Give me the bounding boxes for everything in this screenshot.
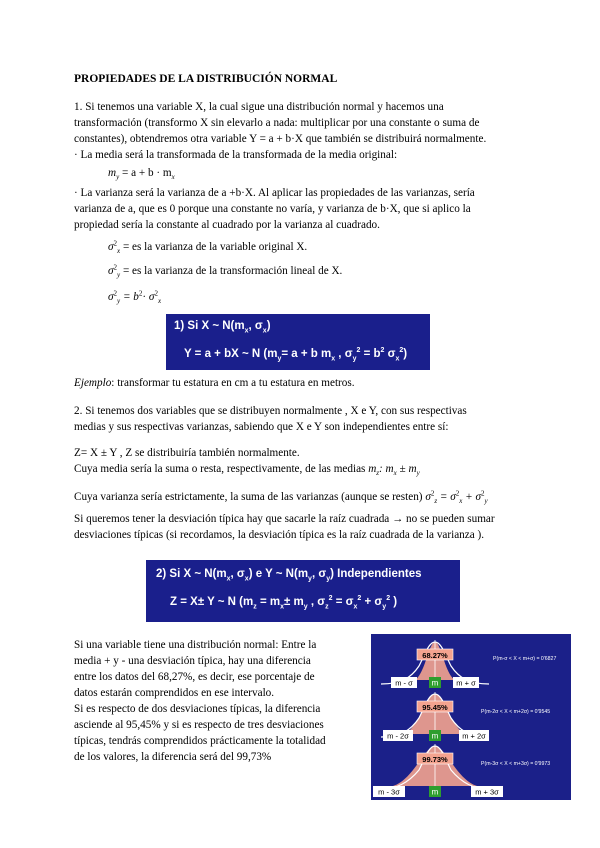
p2-line4: Cuya media sería la suma o resta, respectivamente, de las medias $m_z$: $m_x \pm m_y$: [74, 463, 420, 478]
p1-line4: · La media será la transformada de la transformada de la media original:: [74, 149, 398, 161]
box2-line1: 2) Si X ~ $N(m_x$, $\sigma_x$) e Y ~ $N(m_y$, $\sigma_y$) Independientes: [156, 568, 422, 583]
p3-line3: entre los datos del 68,27%, es decir, ese porcentaje de: [74, 671, 315, 683]
sigma-formula: $\sigma^2_y = b^2\cdot \sigma^2_x$: [108, 289, 162, 306]
page-title: PROPIEDADES DE LA DISTRIBUCIÓN NORMAL: [74, 73, 338, 85]
r1-m-label: m: [431, 678, 439, 688]
p2-line7: desviaciones típicas (si recordamos, la desviación típica es la raíz cuadrada de la varianza ).: [74, 529, 485, 541]
normal-distribution-figure: [371, 634, 571, 800]
p1-line7: propiedad sería la constante al cuadrado por la varianza al cuadrado.: [74, 219, 380, 231]
p3-line2: media + y - una desviación típica, hay una diferencia: [74, 655, 311, 667]
p1-line3: constantes), obtendremos otra variable Y = a + b·X que también se distribuirá normalmente.: [74, 133, 487, 145]
r3-m-label: m: [431, 787, 439, 797]
p2-line2: medias y sus respectivas varianzas, sabiendo que X e Y son independientes entre sí:: [74, 421, 449, 433]
pct1-label: 68.27%: [422, 651, 448, 660]
formula-mean: $m_y = a + b \cdot m_x$: [108, 167, 175, 182]
p3-line4: datos estarán comprendidos en ese intervalo.: [74, 687, 275, 699]
r3-left-label: m - 3σ: [378, 787, 400, 797]
p2-line1: 2. Si tenemos dos variables que se distribuyen normalmente , X e Y, con sus respectivas: [74, 405, 467, 417]
r2-m-label: m: [431, 731, 439, 741]
p1-line1: 1. Si tenemos una variable X, la cual sigue una distribución normal y hacemos una: [74, 101, 444, 113]
p2-line5: Cuya varianza sería estrictamente, la suma de las varianzas (aunque se resten) $\sigma^2_z = \sigma^2_x + \sigma^2_y$: [74, 489, 488, 506]
box1-line2: Y = a + bX ~ N ($m_y= a + b$ $m_x$ , $\sigma_y^2 = b^2$ $\sigma_x^2$): [184, 347, 408, 363]
formula-box-1: [166, 314, 430, 370]
sigma-y-line: $\sigma^2_y$ = es la varianza de la transformación lineal de X.: [108, 263, 343, 280]
p1-line5: · La varianza será la varianza de a +b·X. Al aplicar las propiedades de las varianzas, sería: [74, 187, 475, 199]
prob3-label: P(m-3σ < X < m+3σ) = 0'9973: [481, 761, 551, 767]
pct3-label: 99.73%: [422, 755, 448, 764]
r2-right-label: m + 2σ: [462, 731, 486, 741]
p3-line8: de los valores, la diferencia será del 99,73%: [74, 751, 272, 763]
r1-right-label: m + σ: [456, 678, 476, 688]
p1-line2: transformación (transformo X sin elevarlo a nada: multiplicar por una constante o suma de: [74, 117, 480, 129]
box1-line1: 1) Si X ~ $N(m_x$, $\sigma_x$): [174, 320, 271, 335]
pct2-label: 95.45%: [422, 703, 448, 712]
p3-line5: Si es respecto de dos desviaciones típicas, la diferencia: [74, 703, 321, 715]
r1-left-label: m - σ: [395, 678, 413, 688]
p2-line3: Z= X ± Y , Z se distribuiría también normalmente.: [74, 447, 300, 459]
p3-line7: típicas, tendrás comprendidos prácticamente la totalidad: [74, 735, 326, 747]
example-line: Ejemplo: transformar tu estatura en cm a tu estatura en metros.: [74, 377, 355, 389]
r2-left-label: m - 2σ: [387, 731, 409, 741]
p2-line6: Si queremos tener la desviación típica hay que sacarle la raíz cuadrada → no se pueden sumar: [74, 513, 495, 525]
p3-line6: asciende al 95,45% y si es respecto de tres desviaciones: [74, 719, 324, 731]
prob2-label: P(m-2σ < X < m+2σ) = 0'9545: [481, 709, 551, 715]
p1-line6: varianza de a, que es 0 porque una constante no varía, y varianza de b·X, que si aplico la: [74, 203, 471, 215]
prob1-label: P(m-σ < X < m+σ) = 0'6827: [493, 656, 557, 662]
box2-line2: Z = X± Y ~ N ($m_z = m_x\pm m_y$ , $\sigma_z^2 = \sigma_x^2 + \sigma_y^2$ ): [170, 595, 398, 611]
formula-box-2: [146, 560, 460, 622]
r3-right-label: m + 3σ: [475, 787, 499, 797]
normal-curves-svg: [371, 634, 571, 800]
p3-line1: Si una variable tiene una distribución normal: Entre la: [74, 639, 317, 651]
sigma-x-line: $\sigma^2_x$ = es la varianza de la variable original X.: [108, 239, 308, 256]
